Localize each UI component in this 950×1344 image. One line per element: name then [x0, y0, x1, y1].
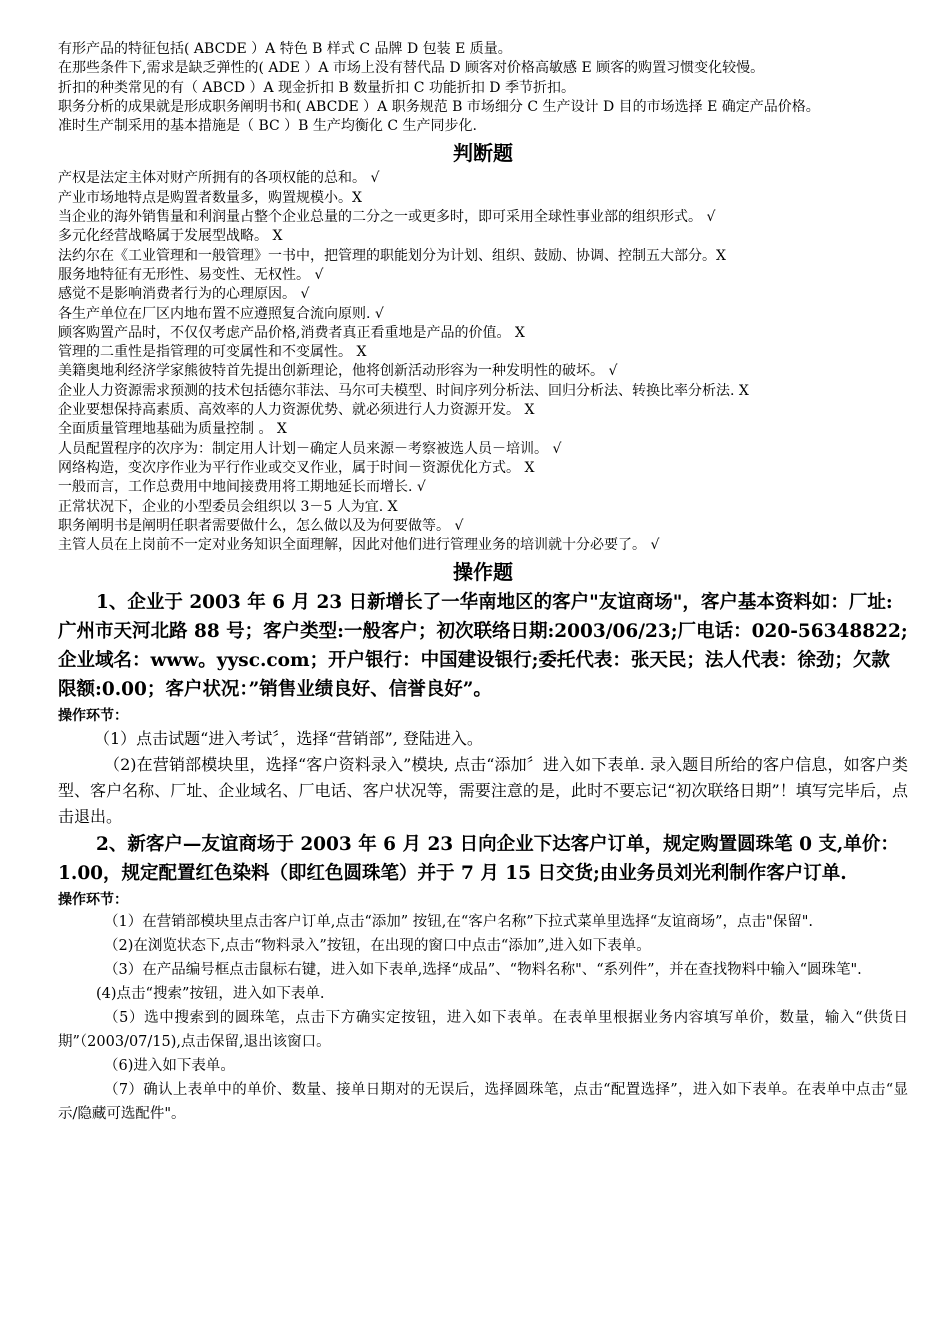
tf-item: 企业要想保持高素质、高效率的人力资源优势、就必须进行人力资源开发。 X — [58, 402, 535, 419]
question-1-steps — [58, 726, 908, 830]
tf-item: 职务阐明书是阐明任职者需要做什么，怎么做以及为何要做等。 √ — [58, 517, 464, 534]
tf-item: 法约尔在《工业管理和一般管理》一书中，把管理的职能划分为计划、组织、鼓励、协调、控制五大部分。X — [58, 247, 726, 264]
step-item: （1）点击试题“进入考试〞，选择“营销部”, 登陆进入。 — [94, 729, 483, 749]
step-item: （7）确认上表单中的单价、数量、接单日期对的无误后，选择圆珠笔，点击“配置选择”，进入如下表单。在表单中点击“显示/隐藏可选配件"。 — [58, 1082, 908, 1123]
tf-item: 多元化经营战略属于发展型战略。 X — [58, 228, 283, 245]
step-item: （2)在营销部模块里，选择“客户资料录入”模块, 点击“添加〞进入如下表单. 录入题目所给的客户信息，如客户类型、客户名称、厂址、企业域名、厂电话、客户状况等，需要注意的是，此时不要忘记“初次联络日期”！填写完毕后，点击退出。 — [58, 755, 908, 827]
true-false-section — [58, 169, 908, 555]
mc-item: 折扣的种类常见的有（ ABCD ）A 现金折扣 B 数量折扣 C 功能折扣 D 季节折扣。 — [58, 79, 575, 96]
tf-item: 服务地特征有无形性、易变性、无权性。 √ — [58, 266, 324, 283]
question-1 — [58, 588, 908, 830]
tf-item: 人员配置程序的次序为：制定用人计划－确定人员来源－考察被选人员－培训。 √ — [58, 440, 562, 457]
question-2-steps — [58, 910, 908, 1126]
tf-item: 各生产单位在厂区内地布置不应遵照复合流向原则. √ — [58, 305, 384, 322]
tf-item: 美籍奥地利经济学家熊彼特首先提出创新理论，他将创新活动形容为一种发明性的破坏。 √ — [58, 363, 618, 380]
question-2-steps-label: 操作环节： — [58, 892, 128, 909]
tf-item: 全面质量管理地基础为质量控制 。 X — [58, 421, 287, 438]
question-1-title: 1、企业于 2003 年 6 月 23 日新增长了一华南地区的客户"友谊商场"，客户基本资料如：厂址:广州市天河北路 88 号；客户类型:一般客户；初次联络日期:2003/06/23;厂电话：020-56348822;企业域名：www。yysc.com；开户银行：中国建设银行;委托代表：张天民；法人代表：徐劲；欠款限额:0.00；客户状况：”销售业绩良好、信誉良好”。 — [58, 592, 908, 701]
step-item: （1）在营销部模块里点击客户订单,点击“添加” 按钮,在“客户名称”下拉式菜单里选择“友谊商场”，点击"保留". — [104, 914, 813, 931]
mc-item: 有形产品的特征包括( ABCDE ）A 特色 B 样式 C 品牌 D 包装 E 质量。 — [58, 41, 512, 57]
tf-item: 产业市场地特点是购置者数量多，购置规模小。X — [58, 189, 362, 206]
step-item: （6)进入如下表单。 — [104, 1058, 235, 1075]
question-2 — [58, 830, 908, 1126]
tf-item: 感觉不是影响消费者行为的心理原因。 √ — [58, 286, 310, 303]
tf-item: 一般而言，工作总费用中地间接费用将工期地延长而增长. √ — [58, 479, 426, 496]
mc-item: 准时生产制采用的基本措施是（ BC ）B 生产均衡化 C 生产同步化. — [58, 118, 477, 135]
multiple-choice-section — [58, 40, 908, 136]
question-1-steps-label: 操作环节： — [58, 708, 128, 725]
true-false-heading: 判断题 — [453, 141, 513, 166]
question-2-title: 2、新客户—友谊商场于 2003 年 6 月 23 日向企业下达客户订单，规定购置圆珠笔 0 支,单价：1.00，规定配置红色染料（即红色圆珠笔）并于 7 月 15 日交货;由业务员刘光利制作客户订单. — [58, 834, 899, 885]
mc-item: 在那些条件下,需求是缺乏弹性的( ADE ）A 市场上没有替代品 D 顾客对价格高敏感 E 顾客的购置习惯变化较慢。 — [58, 60, 765, 77]
tf-item: 正常状况下，企业的小型委员会组织以 3－5 人为宜. X — [58, 498, 398, 515]
tf-item: 顾客购置产品时，不仅仅考虑产品价格,消费者真正看重地是产品的价值。 X — [58, 324, 525, 341]
step-item: （5）选中搜索到的圆珠笔，点击下方确实定按钮，进入如下表单。在表单里根据业务内容填写单价，数量，输入“供货日期”（2003/07/15),点击保留,退出该窗口。 — [58, 1010, 908, 1051]
step-item: （2)在浏览状态下,点击“物料录入”按钮，在出现的窗口中点击“添加”,进入如下表单。 — [104, 938, 651, 955]
tf-item: 网络构造，变次序作业为平行作业或交叉作业，属于时间－资源优化方式。 X — [58, 459, 535, 476]
tf-item: 管理的二重性是指管理的可变属性和不变属性。 X — [58, 344, 367, 361]
mc-item: 职务分析的成果就是形成职务阐明书和( ABCDE ）A 职务规范 B 市场细分 C 生产设计 D 目的市场选择 E 确定产品价格。 — [58, 98, 820, 115]
operation-heading: 操作题 — [453, 560, 513, 585]
step-item: （3）在产品编号框点击鼠标右键，进入如下表单,选择“成品”、“物料名称"、“系列件”，并在查找物料中输入“圆珠笔". — [104, 962, 862, 979]
tf-item: 产权是法定主体对财产所拥有的各项权能的总和。 √ — [58, 170, 380, 187]
tf-item: 主管人员在上岗前不一定对业务知识全面理解，因此对他们进行管理业务的培训就十分必要了。 √ — [58, 537, 660, 554]
tf-item: 当企业的海外销售量和利润量占整个企业总量的二分之一或更多时，即可采用全球性事业部的组织形式。 √ — [58, 209, 716, 226]
tf-item: 企业人力资源需求预测的技术包括德尔菲法、马尔可夫模型、时间序列分析法、回归分析法、转换比率分析法. X — [58, 382, 749, 399]
step-item: (4)点击“搜索”按钮，进入如下表单. — [96, 986, 325, 1003]
